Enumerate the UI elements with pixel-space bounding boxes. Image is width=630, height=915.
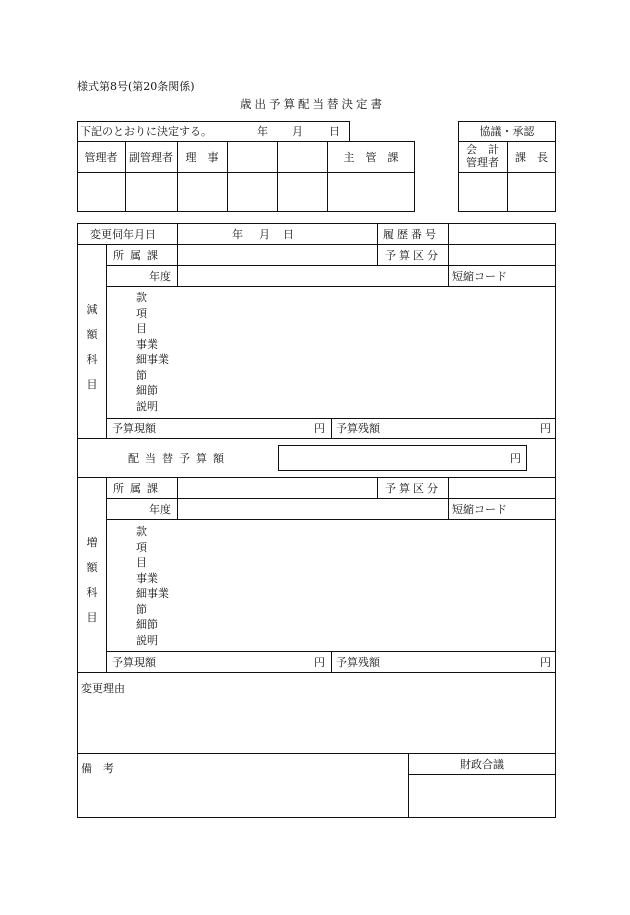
increase-current-budget-label: 予算現額: [112, 656, 156, 669]
form-number: 様式第8号(第20条関係): [77, 80, 195, 93]
change-day: 日: [283, 228, 294, 241]
approval-title: 協議・承認: [479, 125, 535, 138]
history-number-label: 履歴番号: [383, 228, 439, 241]
form-title: 歳出予算配当替決定書: [240, 97, 385, 111]
transfer-amount-field[interactable]: [278, 445, 527, 471]
change-month: 月: [259, 228, 270, 241]
increase-budget-category-label: 予算区分: [385, 482, 441, 495]
decision-year: 年: [257, 125, 268, 138]
transfer-yen: 円: [510, 452, 521, 465]
col-main-section: 主 管 課: [343, 150, 399, 164]
increase-dept-label: 所属課: [113, 482, 164, 495]
increase-item-list: 款 項 目 事業 細事業 節 細節 説明: [136, 525, 169, 647]
increase-fiscal-year-label: 年度: [149, 503, 171, 516]
approval-accountant: 会 計 管理者: [466, 143, 499, 169]
decrease-item-list: 款 項 目 事業 細事業 節 細節 説明: [136, 291, 169, 413]
increase-current-yen: 円: [314, 656, 325, 669]
change-year: 年: [232, 228, 243, 241]
decrease-fiscal-year-label: 年度: [149, 270, 171, 283]
decrease-current-yen: 円: [314, 422, 325, 435]
col-deputy-manager: 副管理者: [129, 150, 173, 164]
decrease-dept-label: 所属課: [113, 249, 164, 262]
approval-section-chief: 課 長: [515, 150, 548, 164]
finance-consultation-label: 財政合議: [460, 757, 504, 771]
increase-vertical-label: 増 額 科 目: [86, 536, 98, 624]
decrease-remaining-yen: 円: [540, 422, 551, 435]
decision-text: 下記のとおりに決定する。: [80, 125, 212, 138]
decrease-short-code-label: 短縮コード: [452, 270, 507, 283]
decrease-remaining-budget-label: 予算残額: [336, 422, 380, 435]
decision-day: 日: [329, 125, 340, 138]
increase-remaining-yen: 円: [540, 656, 551, 669]
col-manager: 管理者: [84, 150, 118, 164]
decrease-vertical-label: 減 額 科 目: [86, 303, 98, 391]
transfer-amount-label: 配当替予算額: [128, 452, 230, 465]
change-reason-label: 変更理由: [81, 682, 125, 695]
change-date-label: 変更伺年月日: [90, 228, 156, 241]
remarks-label: 備 考: [81, 762, 114, 775]
decision-month: 月: [292, 125, 303, 138]
increase-short-code-label: 短縮コード: [452, 503, 507, 516]
decrease-budget-category-label: 予算区分: [385, 249, 441, 262]
decrease-current-budget-label: 予算現額: [112, 422, 156, 435]
increase-remaining-budget-label: 予算残額: [336, 656, 380, 669]
col-director: 理 事: [185, 150, 219, 164]
